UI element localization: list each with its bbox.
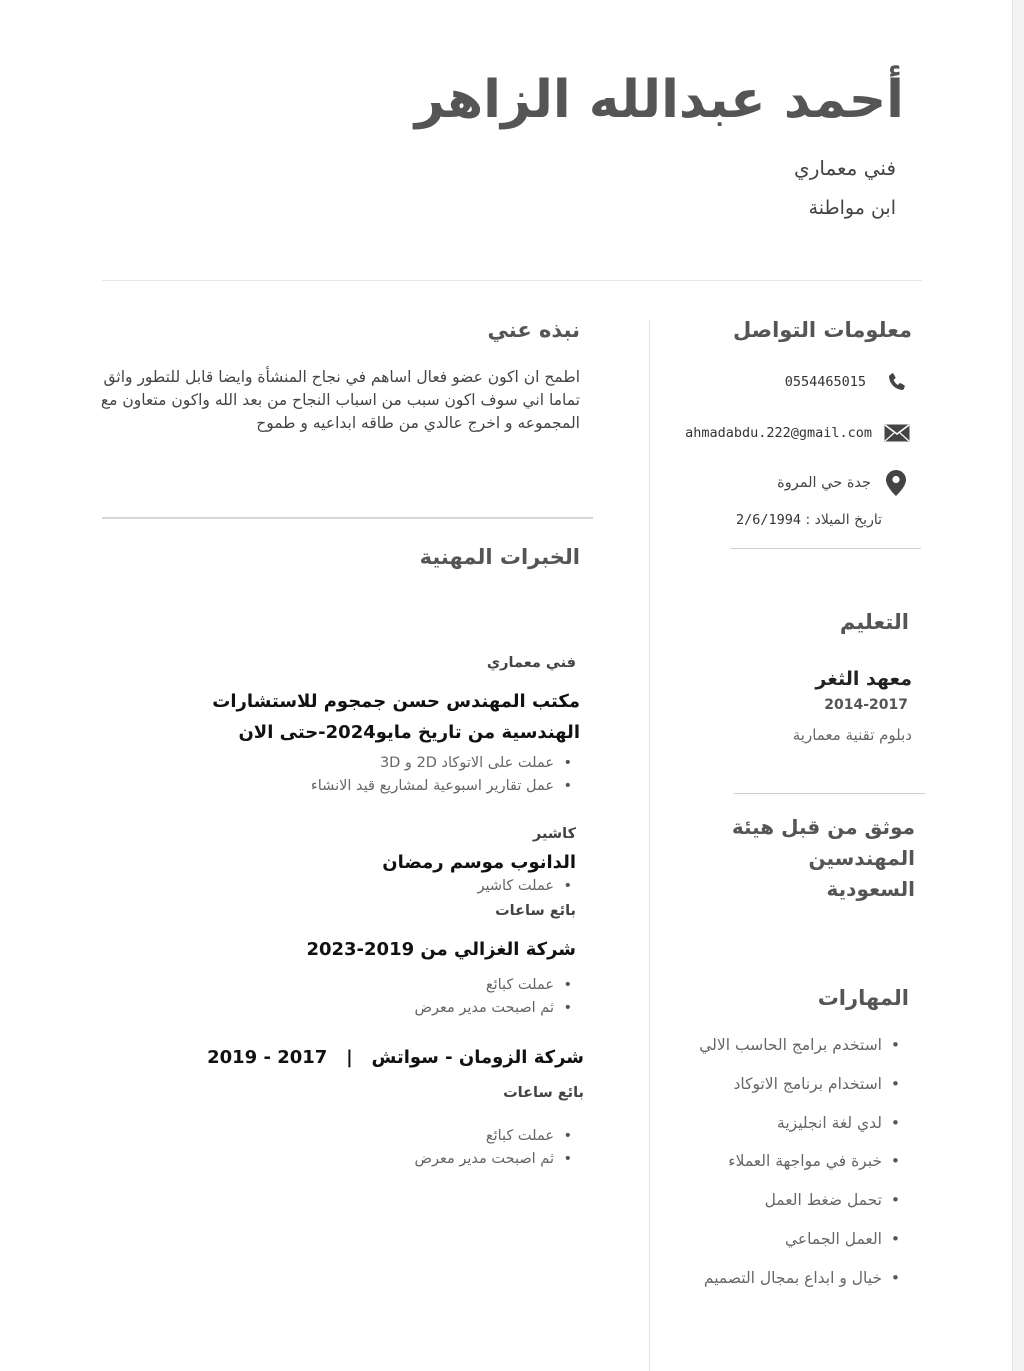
job-duties	[414, 1128, 576, 1174]
job-role: بائع ساعات	[503, 1085, 584, 1101]
skills-list	[699, 1036, 904, 1308]
skill-item: • تحمل ضغط العمل	[699, 1191, 904, 1230]
job-duties	[311, 755, 576, 801]
job-duty: • عملت كاشير	[477, 878, 576, 901]
skill-item: • خبرة في مواجهة العملاء	[699, 1152, 904, 1191]
job-duty: • عملت على الاتوكاد 2D و 3D	[311, 755, 576, 778]
contact-heading: معلومات التواصل	[733, 318, 912, 342]
about-heading: نبذه عني	[487, 318, 580, 342]
education-divider	[734, 793, 925, 794]
dob-label: تاريخ الميلاد :	[805, 512, 882, 528]
date-of-birth	[736, 512, 882, 528]
mail-icon	[884, 420, 910, 446]
education-degree: دبلوم تقنية معمارية	[792, 726, 912, 744]
column-divider	[649, 320, 650, 1371]
job-company: الدانوب موسم رمضان	[382, 852, 576, 873]
education-years: 2014-2017	[824, 697, 908, 713]
skill-item: • العمل الجماعي	[699, 1230, 904, 1269]
contact-email	[685, 420, 910, 446]
education-heading: التعليم	[839, 610, 909, 634]
job-role: فني معماري	[486, 655, 576, 671]
about-divider	[102, 517, 593, 519]
location-pin-icon	[883, 470, 909, 496]
certification-statement: موثق من قبل هيئة المهندسين السعودية	[731, 815, 915, 901]
nationality: ابن مواطنة	[808, 197, 896, 219]
job-company: شركة الغزالي من 2019-2023	[306, 939, 576, 960]
job-duty: • ثم اصبحت مدير معرض	[414, 1151, 576, 1174]
skill-item: • لدي لغة انجليزية	[699, 1114, 904, 1153]
job-duty: • ثم اصبحت مدير معرض	[414, 1000, 576, 1023]
education-institute: معهد الثغر	[815, 668, 912, 690]
job-role: بائع ساعات	[495, 903, 576, 919]
skill-item: • خيال و ابداع بمجال التصميم	[699, 1269, 904, 1308]
experience-heading: الخبرات المهنية	[419, 545, 580, 569]
job-duty: • عملت كبائع	[414, 977, 576, 1000]
email-address: ahmadabdu.222@gmail.com	[685, 425, 872, 441]
page-edge	[1012, 0, 1024, 1371]
job-duties	[477, 878, 576, 901]
job-duty: • عملت كبائع	[414, 1128, 576, 1151]
job-company: شركة الزومان - سواتش | 2017 - 2019	[207, 1047, 584, 1068]
location-text: جدة حي المروة	[777, 475, 871, 491]
skills-heading: المهارات	[817, 986, 909, 1010]
contact-phone	[785, 369, 910, 395]
header-divider	[102, 280, 922, 281]
job-title: فني معماري	[794, 156, 896, 180]
job-company: مكتب المهندس حسن جمجوم للاستشارات الهندسية من تاريخ مايو2024-حتى الان	[212, 691, 580, 743]
job-duty: • عمل تقارير اسبوعية لمشاريع قيد الانشاء	[311, 778, 576, 801]
contact-location	[777, 470, 909, 496]
phone-icon	[884, 369, 910, 395]
phone-number: 0554465015	[784, 374, 866, 390]
candidate-name: أحمد عبدالله الزاهر	[414, 70, 904, 130]
skill-item: • استخدم برامج الحاسب الالي	[699, 1036, 904, 1075]
about-text: اطمح ان اكون عضو فعال اساهم في نجاح المنشأة وايضا قابل للتطور واثق تماما اني سوف اكون سبب من اسباب النجاح من بعد الله واكون متعاون مع المجموعه و اخرج عالدي من طاقه ابداعيه و طموح	[100, 368, 580, 432]
contact-divider	[730, 548, 921, 549]
dob-value: 2/6/1994	[735, 512, 801, 528]
job-duties	[414, 977, 576, 1023]
job-role: كاشير	[532, 826, 576, 842]
skill-item: • استخدام برنامج الاتوكاد	[699, 1075, 904, 1114]
